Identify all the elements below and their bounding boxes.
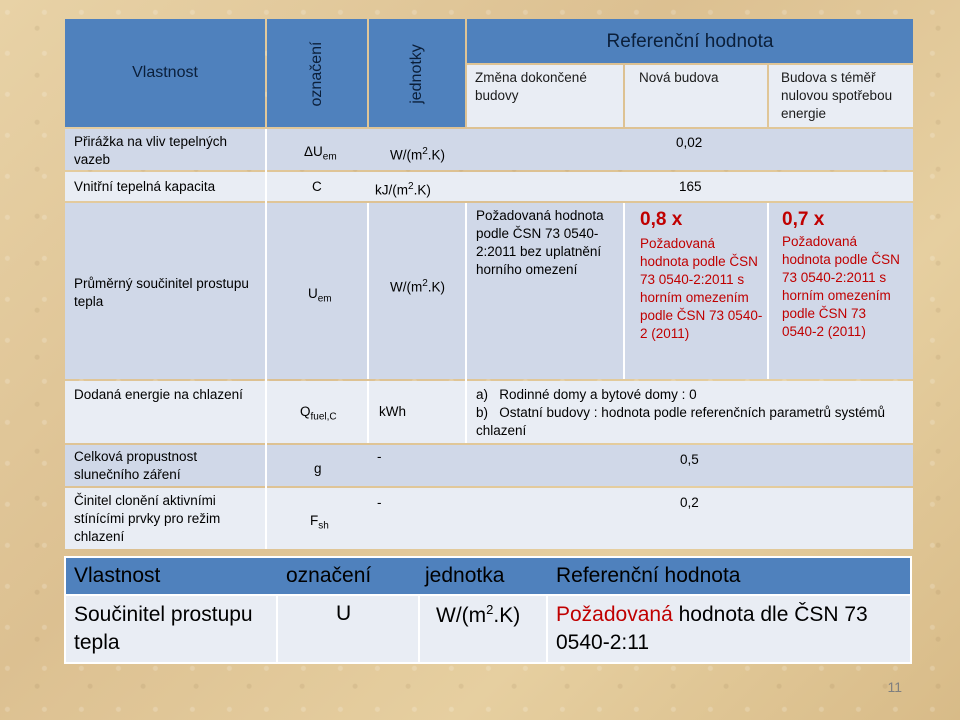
solar-symbol: g: [314, 461, 322, 476]
bottom-reference: Požadovaná hodnota dle ČSN 73 0540-2:11: [556, 603, 868, 654]
cooling-option-a: a) Rodinné domy a bytové domy : 0: [476, 387, 697, 402]
u-value-nzeb-factor: 0,7 x: [782, 209, 825, 230]
heat-capacity-value: 165: [679, 179, 702, 194]
bottom-header-unit: jednotka: [425, 564, 505, 587]
thermal-bridges-unit: $W/(m^2.K)$: [390, 146, 446, 163]
heat-capacity-unit: $kJ/(m^2.K)$: [375, 181, 431, 198]
cooling-property: Dodaná energie na chlazení: [74, 387, 243, 402]
top-table-divider: [367, 381, 369, 443]
header-reference: Referenční hodnota: [606, 31, 774, 52]
top-table-divider: [265, 129, 267, 549]
bottom-property: Součinitel prostupu tepla: [74, 603, 253, 654]
shading-value: 0,2: [680, 495, 699, 510]
header-change: Změna dokončené budovy: [475, 70, 587, 103]
top-table-divider: [465, 203, 467, 443]
heat-capacity-property: Vnitřní tepelná kapacita: [74, 179, 216, 194]
bottom-header-symbol: označení: [286, 564, 372, 587]
bottom-symbol: U: [336, 602, 352, 625]
bottom-unit: $W/(m^2.K)$: [436, 602, 521, 627]
header-nzeb: Budova s téměř nulovou spotřebou energie: [781, 70, 893, 121]
thermal-bridges-property: Přirážka na vliv tepelných vazeb: [74, 134, 228, 167]
bottom-header-property: Vlastnost: [74, 564, 161, 587]
solar-value: 0,5: [680, 452, 699, 467]
header-nzeb-cell: [769, 65, 913, 127]
bottom-header-reference: Referenční hodnota: [556, 564, 741, 587]
cooling-symbol: $Q_{fuel,C}$: [300, 404, 337, 423]
bottom-divider: [418, 596, 420, 662]
header-unit: jednotky: [408, 44, 425, 104]
header-property: Vlastnost: [132, 64, 198, 81]
top-table-divider: [623, 203, 625, 379]
u-value-unit: $W/(m^2.K)$: [390, 278, 446, 295]
thermal-bridges-value: 0,02: [676, 135, 703, 150]
header-symbol-cell: [267, 19, 367, 127]
header-new-cell: [625, 65, 767, 127]
u-value-new: [640, 209, 765, 343]
header-symbol: označení: [308, 41, 325, 107]
header-unit-cell: [369, 19, 465, 127]
solar-property: Celková propustnost slunečního záření: [74, 449, 198, 482]
cooling-unit: kWh: [379, 404, 406, 419]
u-value-nzeb: [782, 209, 904, 341]
shading-unit: -: [377, 495, 382, 510]
cooling-option-b: b) Ostatní budovy : hodnota podle referenčních parametrů systémů chlazení: [476, 405, 889, 438]
thermal-bridges-symbol: $\Delta U_{em}$: [304, 144, 337, 163]
u-value-change: Požadovaná hodnota podle ČSN 73 0540-2:2011 bez uplatnění horního omezení: [476, 208, 604, 277]
bottom-divider: [546, 596, 548, 662]
heat-capacity-symbol: C: [312, 179, 322, 194]
solar-unit: -: [377, 449, 382, 464]
u-value-property: Průměrný součinitel prostupu tepla: [74, 276, 249, 309]
header-change-cell: [467, 65, 623, 127]
shading-symbol: $F_{sh}$: [310, 513, 329, 532]
u-value-symbol: $U_{em}$: [308, 286, 332, 305]
u-value-new-factor: 0,8 x: [640, 209, 683, 230]
u-value-new-text: Požadovaná hodnota podle ČSN 73 0540-2:2011 s horním omezením podle ČSN 73 0540-2 (2011): [640, 236, 763, 341]
header-property-cell: [65, 19, 265, 127]
header-new: Nová budova: [639, 70, 719, 85]
header-reference-cell: [467, 19, 913, 63]
top-table-divider: [367, 203, 369, 379]
u-value-nzeb-text: Požadovaná hodnota podle ČSN 73 0540-2:2011 s horním omezením podle ČSN 73 0540-2 (2011): [782, 234, 900, 339]
page-number: 11: [887, 679, 902, 695]
shading-property: Činitel clonění aktivními stínícími prvky pro režim chlazení: [74, 493, 221, 544]
top-table-divider: [767, 203, 769, 379]
bottom-divider: [276, 596, 278, 662]
